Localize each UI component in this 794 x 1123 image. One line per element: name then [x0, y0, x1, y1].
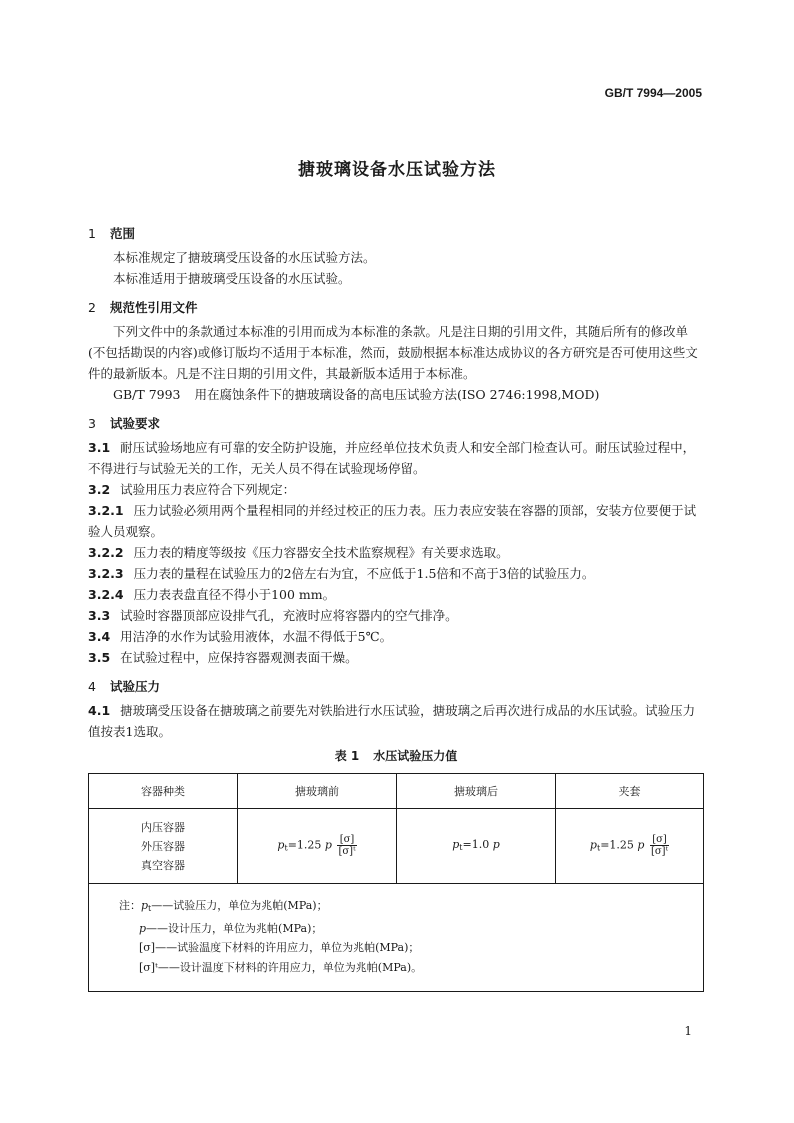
- ratio-denominator: [σ]ᵗ: [650, 845, 669, 857]
- section-number: 3: [88, 416, 96, 431]
- clause: [88, 479, 704, 500]
- stress-ratio: [650, 834, 669, 857]
- clause-number: 3.3: [88, 608, 111, 623]
- normative-reference: [88, 384, 704, 405]
- section-2-heading: [88, 297, 704, 318]
- note-text: ——试验压力，单位为兆帕(MPa)；: [151, 899, 328, 912]
- header-vessel-type: 容器种类: [89, 774, 238, 809]
- clause-text: 搪玻璃受压设备在搪玻璃之前要先对铁胎进行水压试验，搪玻璃之后再次进行成品的水压试验。试验压力值按表1选取。: [88, 703, 696, 739]
- section-title: 试验要求: [110, 416, 161, 431]
- formula-coefficient: =1.0: [462, 838, 490, 851]
- clause-number: 3.2: [88, 482, 111, 497]
- symbol-p: p: [637, 838, 645, 852]
- symbol-p: p: [324, 838, 332, 852]
- table-row: [89, 809, 704, 884]
- header-after-enamel: 搪玻璃后: [397, 774, 556, 809]
- note-text: ——试验温度下材料的许用应力，单位为兆帕(MPa)；: [155, 941, 420, 954]
- formula-after-cell: [397, 809, 556, 884]
- clause-text: 试验时容器顶部应设排气孔，充液时应将容器内的空气排净。: [120, 608, 458, 623]
- standard-code: GB/T 7994—2005: [604, 86, 702, 100]
- section-number: 4: [88, 679, 96, 694]
- note-symbol: p: [141, 899, 149, 912]
- clause: [88, 700, 704, 742]
- clause-number: 3.2.1: [88, 503, 124, 518]
- symbol-subscript: t: [459, 843, 463, 852]
- clause-number: 3.1: [88, 440, 111, 455]
- clause-number: 3.2.4: [88, 587, 124, 602]
- reference-code: GB/T 7993: [113, 387, 181, 402]
- clause: [88, 626, 704, 647]
- section-number: 2: [88, 300, 96, 315]
- clause-text: 压力表的精度等级按《压力容器安全技术监察规程》有关要求选取。: [133, 545, 509, 560]
- clause-text: 试验用压力表应符合下列规定：: [120, 482, 296, 497]
- note-symbol: [σ]ᵗ: [139, 960, 158, 974]
- section-4-heading: [88, 676, 704, 697]
- section-3-heading: [88, 413, 704, 434]
- clause: [88, 605, 704, 626]
- note-text: ——设计温度下材料的许用应力，单位为兆帕(MPa)。: [157, 960, 423, 974]
- clause-number: 3.4: [88, 629, 111, 644]
- vessel-type: 真空容器: [141, 858, 185, 872]
- formula-coefficient: =1.25: [600, 838, 634, 852]
- note-text: ——设计压力，单位为兆帕(MPa)；: [146, 921, 323, 935]
- document-body: [88, 215, 704, 992]
- vessel-types-cell: [89, 809, 238, 884]
- note-line: [119, 958, 703, 978]
- table-title: 水压试验压力值: [373, 749, 458, 763]
- paragraph: 本标准规定了搪玻璃受压设备的水压试验方法。: [113, 250, 376, 265]
- table-caption: [88, 746, 704, 767]
- clause-text: 压力表表盘直径不得小于100 mm。: [133, 587, 336, 602]
- document-title: 搪玻璃设备水压试验方法: [298, 160, 496, 180]
- symbol-p: p: [452, 838, 460, 851]
- pressure-table: [88, 773, 704, 992]
- table-header-row: [89, 774, 704, 809]
- vessel-type: 外压容器: [141, 839, 185, 853]
- note-line: [119, 896, 703, 919]
- note-symbol: [σ]: [139, 941, 156, 954]
- formula-before-cell: [238, 809, 397, 884]
- note-line: [119, 919, 703, 939]
- formula-coefficient: =1.25: [287, 838, 322, 852]
- clause: [88, 584, 704, 605]
- ratio-denominator: [σ]ᵗ: [338, 845, 356, 857]
- clause-text: 压力表的量程在试验压力的2倍左右为宜，不应低于1.5倍和不高于3倍的试验压力。: [133, 566, 595, 581]
- clause-number: 3.2.3: [88, 566, 124, 581]
- clause: [88, 542, 704, 563]
- table-notes-row: [89, 884, 704, 992]
- note-prefix: 注：: [119, 899, 141, 912]
- note-symbol-subscript: t: [148, 904, 152, 913]
- header-jacket: 夹套: [556, 774, 704, 809]
- section-title: 试验压力: [110, 679, 161, 694]
- symbol-p: p: [277, 838, 285, 852]
- symbol-p: p: [492, 838, 500, 851]
- ratio-numerator: [σ]: [650, 834, 669, 846]
- clause: [88, 437, 704, 479]
- section-title: 规范性引用文件: [110, 300, 198, 315]
- section-title: 范围: [110, 226, 136, 241]
- clause-text: 压力试验必须用两个量程相同的并经过校正的压力表。压力表应安装在容器的顶部，安装方位要便于试验人员观察。: [88, 503, 697, 539]
- section-1-heading: [88, 223, 704, 244]
- stress-ratio: [337, 834, 356, 857]
- note-line: [119, 938, 703, 958]
- table-number: 表 1: [334, 749, 360, 763]
- symbol-subscript: t: [284, 843, 288, 853]
- symbol-subscript: t: [596, 843, 601, 853]
- clause-text: 用洁净的水作为试验用液体，水温不得低于5℃。: [120, 629, 393, 644]
- note-symbol: p: [139, 921, 147, 935]
- vessel-type: 内压容器: [141, 820, 185, 834]
- reference-title: 用在腐蚀条件下的搪玻璃设备的高电压试验方法(ISO 2746:1998,MOD): [194, 387, 600, 402]
- clause-number: 3.5: [88, 650, 111, 665]
- symbol-p: p: [589, 838, 597, 852]
- clause-text: 耐压试验场地应有可靠的安全防护设施，并应经单位技术负责人和安全部门检查认可。耐压试验过程中，不得进行与试验无关的工作，无关人员不得在试验现场停留。: [88, 440, 696, 476]
- clause-text: 在试验过程中，应保持容器观测表面干燥。: [120, 650, 358, 665]
- clause: [88, 647, 704, 668]
- clause-number: 4.1: [88, 703, 111, 718]
- clause: [88, 563, 704, 584]
- paragraph: 下列文件中的条款通过本标准的引用而成为本标准的条款。凡是注日期的引用文件，其随后所有的修改单(不包括勘误的内容)或修订版均不适用于本标准，然而，鼓励根据本标准达成协议的各方研究是否可使用这些文件的最新版本。凡是不注日期的引用文件，其最新版本适用于本标准。: [88, 324, 698, 381]
- ratio-numerator: [σ]: [337, 834, 356, 846]
- clause-number: 3.2.2: [88, 545, 124, 560]
- table-notes: [89, 884, 704, 992]
- clause: [88, 500, 704, 542]
- page-number: 1: [684, 1024, 692, 1038]
- paragraph: 本标准适用于搪玻璃受压设备的水压试验。: [113, 271, 351, 286]
- header-before-enamel: 搪玻璃前: [238, 774, 397, 809]
- formula-jacket-cell: [556, 809, 704, 884]
- section-number: 1: [88, 226, 96, 241]
